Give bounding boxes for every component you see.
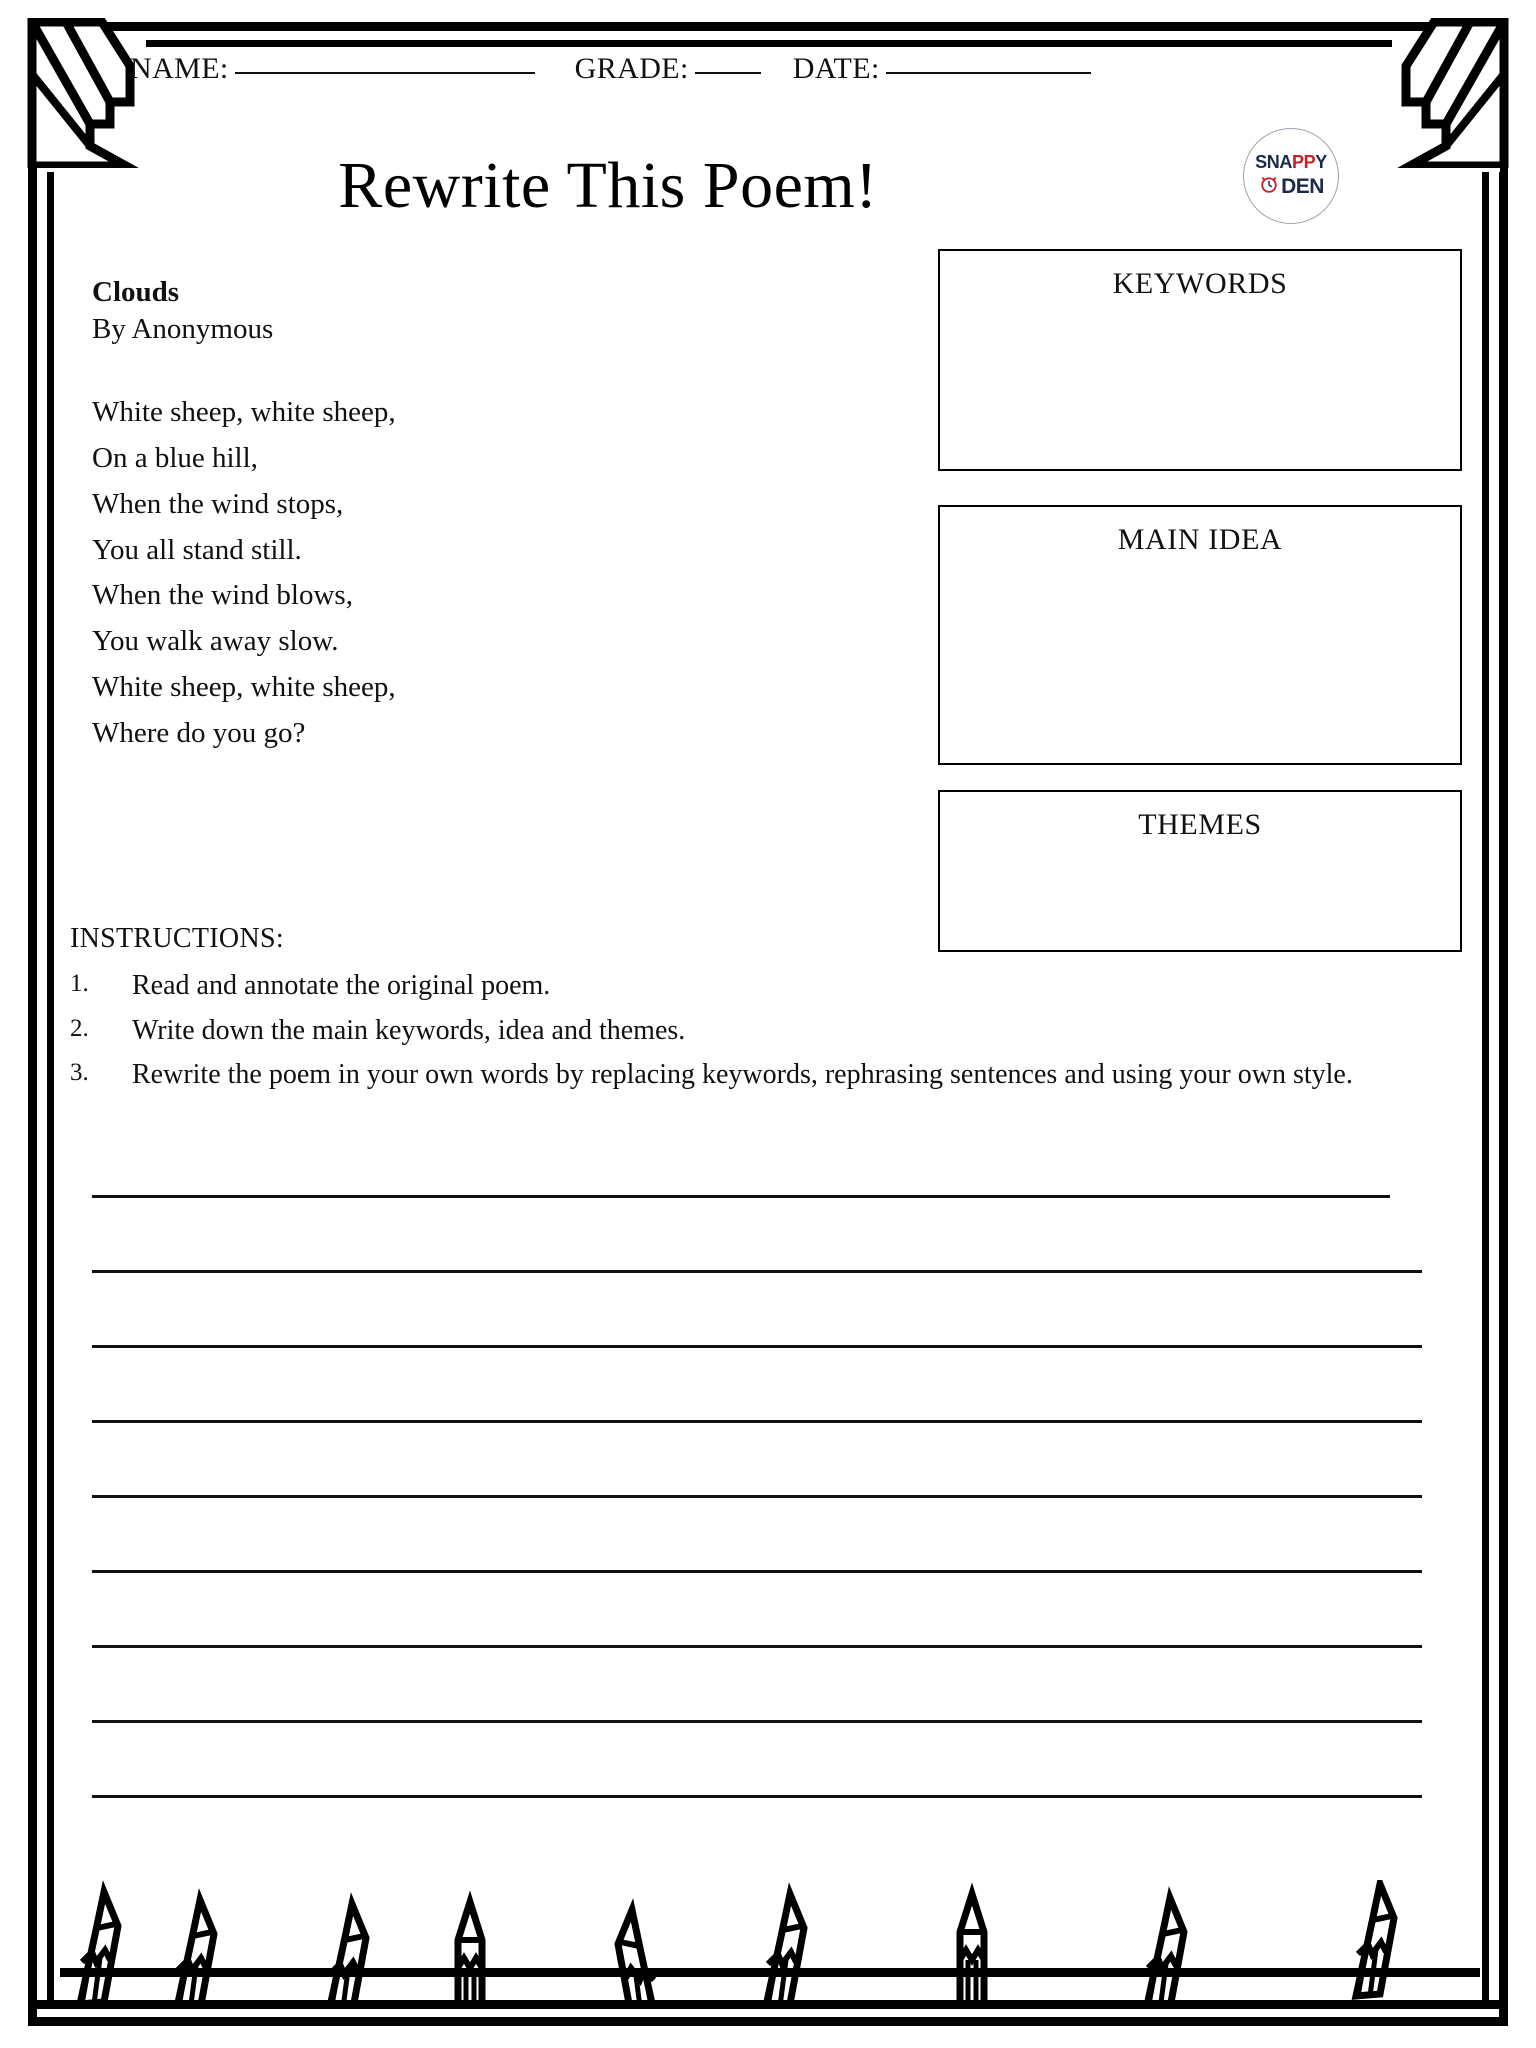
brand-logo-y: Y bbox=[1315, 152, 1327, 172]
instruction-number: 2. bbox=[70, 1014, 89, 1042]
poem-body bbox=[92, 390, 652, 757]
bottom-pencil-row bbox=[60, 1880, 1480, 2008]
alarm-clock-icon bbox=[1258, 173, 1280, 199]
answer-line[interactable] bbox=[92, 1645, 1422, 1648]
answer-line[interactable] bbox=[92, 1195, 1390, 1198]
poem-line: Where do you go? bbox=[92, 716, 306, 749]
main-idea-box-label: MAIN IDEA bbox=[1117, 523, 1283, 556]
name-label: NAME: bbox=[130, 52, 229, 85]
poem-line: You all stand still. bbox=[92, 533, 302, 566]
keywords-box[interactable] bbox=[938, 249, 1462, 471]
answer-line[interactable] bbox=[92, 1345, 1422, 1348]
answer-line[interactable] bbox=[92, 1495, 1422, 1498]
answer-line[interactable] bbox=[92, 1795, 1422, 1798]
brand-logo-pp: PP bbox=[1291, 152, 1316, 172]
instruction-number: 3. bbox=[70, 1059, 89, 1087]
instruction-item bbox=[70, 967, 1470, 1006]
poem-line: When the wind stops, bbox=[92, 487, 344, 520]
answer-line[interactable] bbox=[92, 1720, 1422, 1723]
date-input-line[interactable] bbox=[886, 72, 1091, 74]
answer-writing-area[interactable] bbox=[92, 1195, 1422, 1870]
main-idea-box[interactable] bbox=[938, 505, 1462, 765]
grade-input-line[interactable] bbox=[695, 72, 761, 74]
poem-line: White sheep, white sheep, bbox=[92, 671, 396, 704]
bottom-rule-inner bbox=[60, 1968, 1480, 1977]
brand-logo bbox=[1243, 128, 1339, 224]
instruction-text: Read and annotate the original poem. bbox=[132, 970, 551, 1001]
poem-line: When the wind blows, bbox=[92, 579, 353, 612]
instruction-number: 1. bbox=[70, 970, 89, 997]
poem-line: You walk away slow. bbox=[92, 625, 339, 658]
poem-block bbox=[92, 274, 652, 757]
student-info-row bbox=[130, 52, 1420, 96]
page-title-text: Rewrite This Poem! bbox=[338, 149, 878, 222]
poem-author: By Anonymous bbox=[92, 313, 274, 346]
poem-line: On a blue hill, bbox=[92, 442, 258, 475]
answer-line[interactable] bbox=[92, 1270, 1422, 1273]
answer-line[interactable] bbox=[92, 1570, 1422, 1573]
poem-line: White sheep, white sheep, bbox=[92, 396, 396, 429]
grade-label: GRADE: bbox=[574, 52, 689, 85]
brand-logo-sna: SNA bbox=[1255, 152, 1292, 172]
brand-logo-den: DEN bbox=[1281, 174, 1324, 198]
keywords-box-label: KEYWORDS bbox=[1112, 267, 1288, 300]
brand-logo-line2 bbox=[1258, 173, 1324, 199]
poem-title: Clouds bbox=[92, 276, 180, 308]
answer-line[interactable] bbox=[92, 1420, 1422, 1423]
date-label: DATE: bbox=[792, 52, 880, 85]
instruction-item bbox=[70, 1012, 1470, 1051]
instructions-block bbox=[70, 923, 1470, 1101]
name-input-line[interactable] bbox=[235, 72, 535, 74]
instruction-text: Write down the main keywords, idea and themes. bbox=[132, 1014, 686, 1046]
brand-logo-line1 bbox=[1255, 153, 1327, 171]
instruction-item bbox=[70, 1056, 1470, 1095]
bottom-rule-outer bbox=[28, 2000, 1508, 2009]
instructions-heading: INSTRUCTIONS: bbox=[70, 923, 284, 954]
themes-box-label: THEMES bbox=[1138, 808, 1262, 841]
instruction-text: Rewrite the poem in your own words by replacing keywords, rephrasing sentences and using your own style. bbox=[132, 1059, 1353, 1091]
